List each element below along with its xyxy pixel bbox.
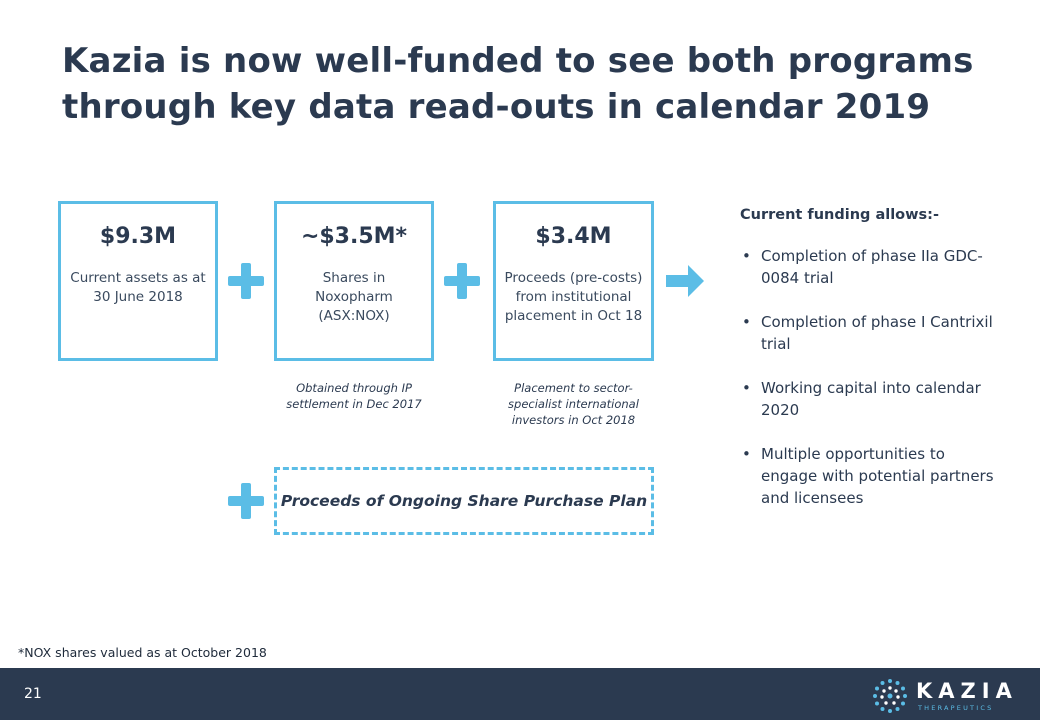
funding-box-current-assets: [58, 201, 218, 361]
bullet-icon: •: [742, 379, 751, 397]
list-item-text: Working capital into calendar 2020: [761, 379, 981, 419]
page-number: 21: [24, 686, 42, 702]
share-purchase-plan-box: [274, 467, 654, 535]
plus-icon: [228, 483, 264, 519]
kazia-logo: [872, 678, 1022, 714]
funding-heading: Current funding allows:-: [740, 207, 939, 223]
list-item-text: Completion of phase I Cantrixil trial: [761, 313, 993, 353]
box-note-placement: Placement to sector-specialist international investors in Oct 2018: [508, 381, 639, 427]
box-note-ip-settlement: Obtained through IP settlement in Dec 2017: [286, 381, 422, 411]
logo-wordmark: KAZIA: [916, 679, 1018, 703]
kazia-logo-mark-icon: [872, 678, 908, 714]
share-purchase-plan-label: Proceeds of Ongoing Share Purchase Plan: [280, 492, 648, 510]
footer-bar: [0, 668, 1040, 720]
arrow-right-icon: [666, 265, 704, 297]
plus-icon: [228, 263, 264, 299]
footnote: *NOX shares valued as at October 2018: [18, 645, 267, 660]
plus-icon: [444, 263, 480, 299]
funding-box-placement: [493, 201, 654, 361]
list-item-text: Multiple opportunities to engage with potential partners and licensees: [761, 445, 994, 507]
logo-subtitle: THERAPEUTICS: [918, 704, 994, 712]
title-line-2: through key data read-outs in calendar 2019: [62, 87, 931, 127]
list-item: [740, 245, 1000, 289]
funding-panel: [740, 207, 1000, 531]
box-description: Shares in Noxopharm (ASX:NOX): [315, 270, 393, 324]
funding-list: [740, 245, 1000, 509]
list-item: [740, 377, 1000, 421]
list-item: [740, 443, 1000, 509]
bullet-icon: •: [742, 313, 751, 331]
list-item: [740, 311, 1000, 355]
box-amount: $3.4M: [535, 224, 612, 249]
box-description: Current assets as at 30 June 2018: [70, 270, 206, 305]
box-amount: ~$3.5M*: [300, 224, 408, 249]
list-item-text: Completion of phase IIa GDC-0084 trial: [761, 247, 983, 287]
bullet-icon: •: [742, 247, 751, 265]
title-line-1: Kazia is now well-funded to see both programs: [62, 41, 974, 81]
box-description: Proceeds (pre-costs) from institutional placement in Oct 18: [504, 270, 643, 324]
bullet-icon: •: [742, 445, 751, 463]
box-amount: $9.3M: [99, 224, 177, 249]
funding-box-noxopharm-shares: [274, 201, 434, 361]
slide-title: [62, 38, 974, 130]
